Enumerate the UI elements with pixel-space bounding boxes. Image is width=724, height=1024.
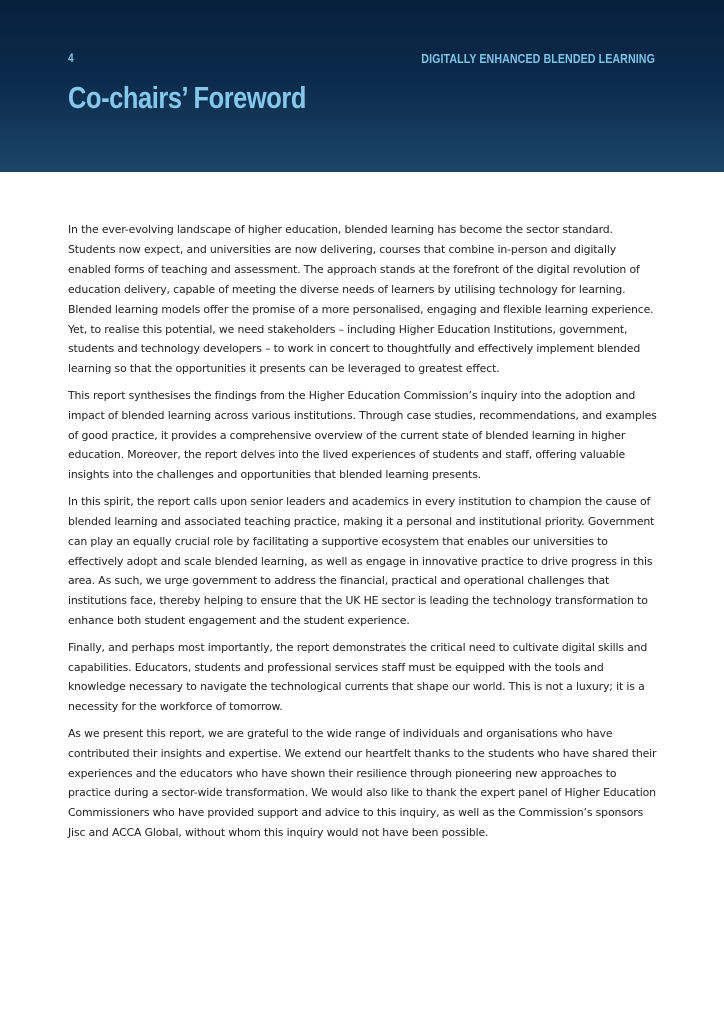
paragraph: In the ever-evolving landscape of higher education, blended learning has become the sector standard. Students now expect, and universities are now delivering, courses that combine in-person and digitally enabled forms of teaching and assessment. The approach stands at the forefront of the digital revolution of education delivery, capable of meeting the diverse needs of learners by utilising technology for learning. Blended learning models offer the promise of a more personalised, engaging and flexible learning experience. Yet, to realise this potential, we need stakeholders – including Higher Education Institutions, government, students and technology developers – to work in concert to thoughtfully and effectively implement blended learning so that the opportunities it presents can be leveraged to greatest effect.	[68, 223, 654, 376]
paragraph: Finally, and perhaps most importantly, the report demonstrates the critical need to cultivate digital skills and capabilities. Educators, students and professional services staff must be equipped with the tools and knowledge necessary to navigate the technological currents that shape our world. This is not a luxury; it is a necessity for the workforce of tomorrow.	[68, 640, 648, 714]
running-title: DIGITALLY ENHANCED BLENDED LEARNING	[421, 51, 655, 66]
page-title: Co-chairs’ Foreword	[68, 80, 306, 115]
page-number: 4	[68, 51, 74, 65]
foreword-body	[68, 220, 658, 850]
paragraph: This report synthesises the findings from the Higher Education Commission’s inquiry into the adoption and impact of blended learning across various institutions. Through case studies, recommendations, and examples of good practice, it provides a comprehensive overview of the current state of blended learning in higher education. Moreover, the report delves into the lived experiences of students and staff, offering valuable insights into the challenges and opportunities that blended learning presents.	[68, 388, 657, 482]
page-header-banner	[0, 0, 724, 172]
paragraph: As we present this report, we are grateful to the wide range of individuals and organisations who have contributed their insights and expertise. We extend our heartfelt thanks to the students who have shared their experiences and the educators who have shown their resilience through pioneering new approaches to practice during a sector-wide transformation. We would also like to thank the expert panel of Higher Education Commissioners who have provided support and advice to this inquiry, as well as the Commission’s sponsors Jisc and ACCA Global, without whom this inquiry would not have been possible.	[68, 726, 657, 840]
paragraph: In this spirit, the report calls upon senior leaders and academics in every institution to champion the cause of blended learning and associated teaching practice, making it a personal and institutional priority. Government can play an equally crucial role by facilitating a supportive ecosystem that enables our universities to effectively adopt and scale blended learning, as well as engage in innovative practice to drive progress in this area. As such, we urge government to address the financial, practical and operational challenges that institutions face, thereby helping to ensure that the UK HE sector is leading the technology transformation to enhance both student engagement and the student experience.	[68, 494, 655, 628]
